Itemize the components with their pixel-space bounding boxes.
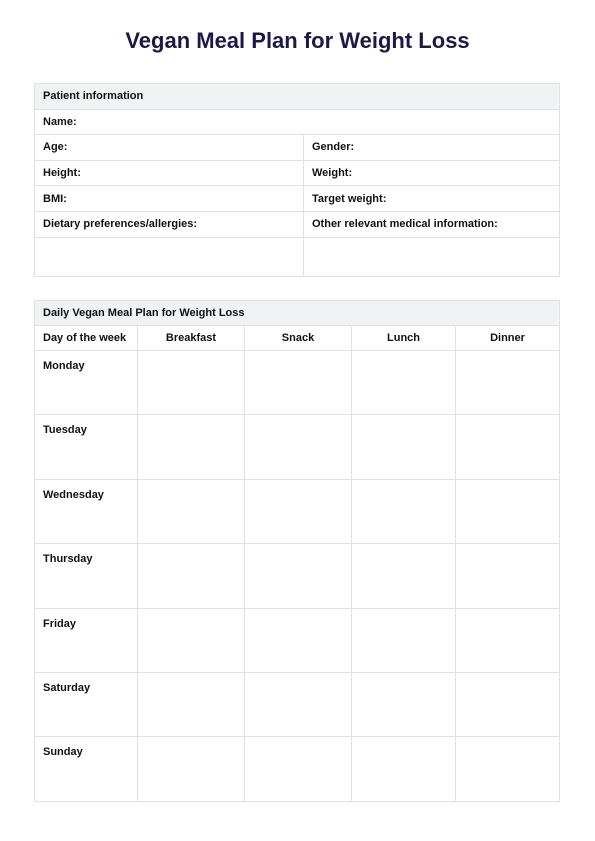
snack-cell[interactable] — [245, 479, 352, 543]
snack-cell[interactable] — [245, 351, 352, 415]
column-header-breakfast: Breakfast — [138, 326, 245, 351]
dinner-cell[interactable] — [456, 672, 560, 736]
dietary-medical-label-row — [35, 211, 560, 237]
lunch-cell[interactable] — [352, 608, 456, 672]
breakfast-cell[interactable] — [138, 415, 245, 479]
height-field[interactable]: Height: — [35, 160, 304, 186]
medical-information-label: Other relevant medical information: — [304, 211, 560, 237]
snack-cell[interactable] — [245, 672, 352, 736]
height-weight-row — [35, 160, 560, 186]
day-label: Tuesday — [35, 415, 138, 479]
meal-plan-section-header — [35, 301, 560, 326]
dietary-medical-notes-row — [35, 237, 560, 276]
day-row-thursday — [35, 544, 560, 608]
snack-cell[interactable] — [245, 737, 352, 801]
meal-plan-table — [34, 300, 560, 802]
lunch-cell[interactable] — [352, 544, 456, 608]
day-row-friday — [35, 608, 560, 672]
meal-plan-section-title: Daily Vegan Meal Plan for Weight Loss — [35, 301, 560, 326]
dinner-cell[interactable] — [456, 544, 560, 608]
bmi-target-row — [35, 186, 560, 212]
bmi-field[interactable]: BMI: — [35, 186, 304, 212]
dinner-cell[interactable] — [456, 479, 560, 543]
lunch-cell[interactable] — [352, 351, 456, 415]
dinner-cell[interactable] — [456, 415, 560, 479]
day-label: Saturday — [35, 672, 138, 736]
breakfast-cell[interactable] — [138, 544, 245, 608]
day-label: Thursday — [35, 544, 138, 608]
name-field[interactable]: Name: — [35, 109, 560, 135]
column-header-dinner: Dinner — [456, 326, 560, 351]
dinner-cell[interactable] — [456, 351, 560, 415]
day-row-wednesday — [35, 479, 560, 543]
gender-field[interactable]: Gender: — [304, 135, 560, 161]
page-title: Vegan Meal Plan for Weight Loss — [125, 28, 470, 53]
name-row — [35, 109, 560, 135]
column-header-lunch: Lunch — [352, 326, 456, 351]
dietary-preferences-label: Dietary preferences/allergies: — [35, 211, 304, 237]
breakfast-cell[interactable] — [138, 672, 245, 736]
patient-section-header — [35, 84, 560, 110]
medical-information-field[interactable] — [304, 237, 560, 276]
snack-cell[interactable] — [245, 544, 352, 608]
day-label: Monday — [35, 351, 138, 415]
lunch-cell[interactable] — [352, 415, 456, 479]
patient-section-title: Patient information — [35, 84, 560, 110]
lunch-cell[interactable] — [352, 672, 456, 736]
age-gender-row — [35, 135, 560, 161]
day-label: Wednesday — [35, 479, 138, 543]
breakfast-cell[interactable] — [138, 351, 245, 415]
meal-plan-column-headers — [35, 326, 560, 351]
day-row-monday — [35, 351, 560, 415]
breakfast-cell[interactable] — [138, 737, 245, 801]
lunch-cell[interactable] — [352, 479, 456, 543]
lunch-cell[interactable] — [352, 737, 456, 801]
snack-cell[interactable] — [245, 415, 352, 479]
dietary-preferences-field[interactable] — [35, 237, 304, 276]
breakfast-cell[interactable] — [138, 479, 245, 543]
day-row-sunday — [35, 737, 560, 801]
day-label: Friday — [35, 608, 138, 672]
column-header-snack: Snack — [245, 326, 352, 351]
patient-information-table — [34, 83, 560, 277]
day-row-saturday — [35, 672, 560, 736]
day-row-tuesday — [35, 415, 560, 479]
day-label: Sunday — [35, 737, 138, 801]
age-field[interactable]: Age: — [35, 135, 304, 161]
snack-cell[interactable] — [245, 608, 352, 672]
weight-field[interactable]: Weight: — [304, 160, 560, 186]
breakfast-cell[interactable] — [138, 608, 245, 672]
dinner-cell[interactable] — [456, 608, 560, 672]
column-header-day: Day of the week — [35, 326, 138, 351]
dinner-cell[interactable] — [456, 737, 560, 801]
target-weight-field[interactable]: Target weight: — [304, 186, 560, 212]
